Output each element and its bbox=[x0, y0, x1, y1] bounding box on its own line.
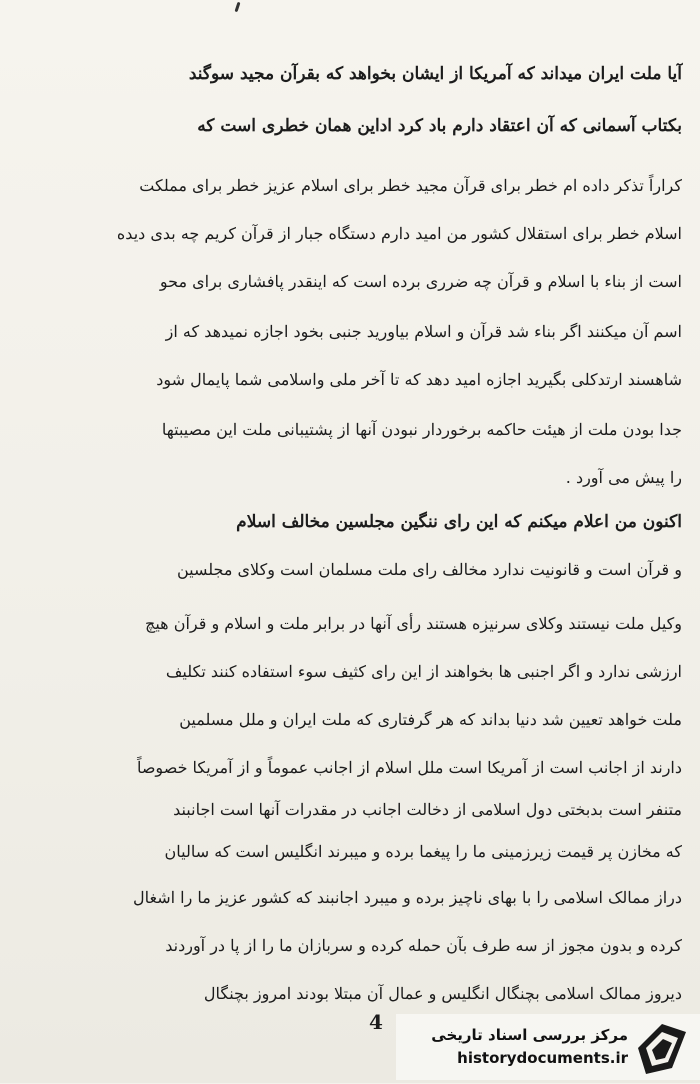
text-line-8: جدا بودن ملت از هیئت حاکمه برخوردار نبودن آنها از پشتیبانی ملت این مصیبتها bbox=[161, 420, 682, 439]
text-line-17: که مخازن پر قیمت زیرزمینی ما را پیغما برده و میبرند انگلیس است که سالیان bbox=[164, 842, 682, 861]
text-line-5: است از بناء با اسلام و قرآن چه ضرری برده است که اینقدر پافشاری برای محو bbox=[159, 272, 682, 291]
text-line-10: اکنون من اعلام میکنم که این رای ننگین مجلسین مخالف اسلام bbox=[236, 512, 682, 532]
text-line-20: دیروز ممالک اسلامی بچنگال انگلیس و عمال آن مبتلا بودند امروز بچنگال bbox=[203, 984, 682, 1003]
text-line-3: کراراً تذکر داده ام خطر برای قرآن مجید خطر برای اسلام عزیز خطر برای مملکت bbox=[139, 176, 682, 195]
text-line-4: اسلام خطر برای استقلال کشور من امید دارم دستگاه جبار از قرآن کریم چه بدی دیده bbox=[116, 224, 682, 243]
archive-logo-icon bbox=[632, 1018, 694, 1080]
text-line-1: آیا ملت ایران میداند که آمریکا از ایشان بخواهد که بقرآن مجید سوگند bbox=[188, 64, 682, 84]
text-line-2: بکتاب آسمانی که آن اعتقاد دارم باد کرد اداین همان خطری است که bbox=[197, 116, 682, 136]
watermark-url: historydocuments.ir bbox=[457, 1049, 628, 1067]
text-line-16: متنفر است بدبختی دول اسلامی از دخالت اجانب در مقدرات آنها است اجانبند bbox=[173, 800, 682, 819]
text-line-14: ملت خواهد تعیین شد دنیا بداند که هر گرفتاری که ملت ایران و ملل مسلمین bbox=[179, 710, 682, 729]
text-line-15: دارند از اجانب است از آمریکا است ملل اسلام از اجانب عموماً و از آمریکا خصوصاً bbox=[136, 758, 682, 777]
text-line-13: ارزشی ندارد و اگر اجنبی ها بخواهند از این رای کثیف سوء استفاده کنند تکلیف bbox=[165, 662, 682, 681]
text-line-12: وکیل ملت نیستند وکلای سرنیزه هستند رأی آنها در برابر ملت و اسلام و قرآن هیچ bbox=[145, 614, 682, 633]
text-line-19: کرده و بدون مجوز از سه طرف بآن حمله کرده و سربازان ما را از پا در آوردند bbox=[165, 936, 682, 955]
watermark bbox=[400, 1024, 628, 1068]
watermark-title: مرکز بررسی اسناد تاریخی bbox=[431, 1026, 628, 1044]
text-line-6: اسم آن میکنند اگر بناء شد قرآن و اسلام بیاورید جنبی بخود اجازه نمیدهد که از bbox=[165, 322, 682, 341]
page-number: 4 bbox=[369, 1010, 383, 1034]
text-line-7: شاهسند ارتدکلی بگیرید اجازه امید دهد که تا آخر ملی واسلامی شما پایمال شود bbox=[156, 370, 682, 389]
text-line-18: دراز ممالک اسلامی را با بهای ناچیز برده و میبرد اجانبند که کشور عزیز ما را اشغال bbox=[132, 888, 682, 907]
ink-mark bbox=[235, 2, 241, 12]
text-line-9: را پیش می آورد . bbox=[565, 468, 682, 487]
text-line-11: و قرآن است و قانونیت ندارد مخالف رای ملت مسلمان است وکلای مجلسین bbox=[176, 560, 682, 579]
